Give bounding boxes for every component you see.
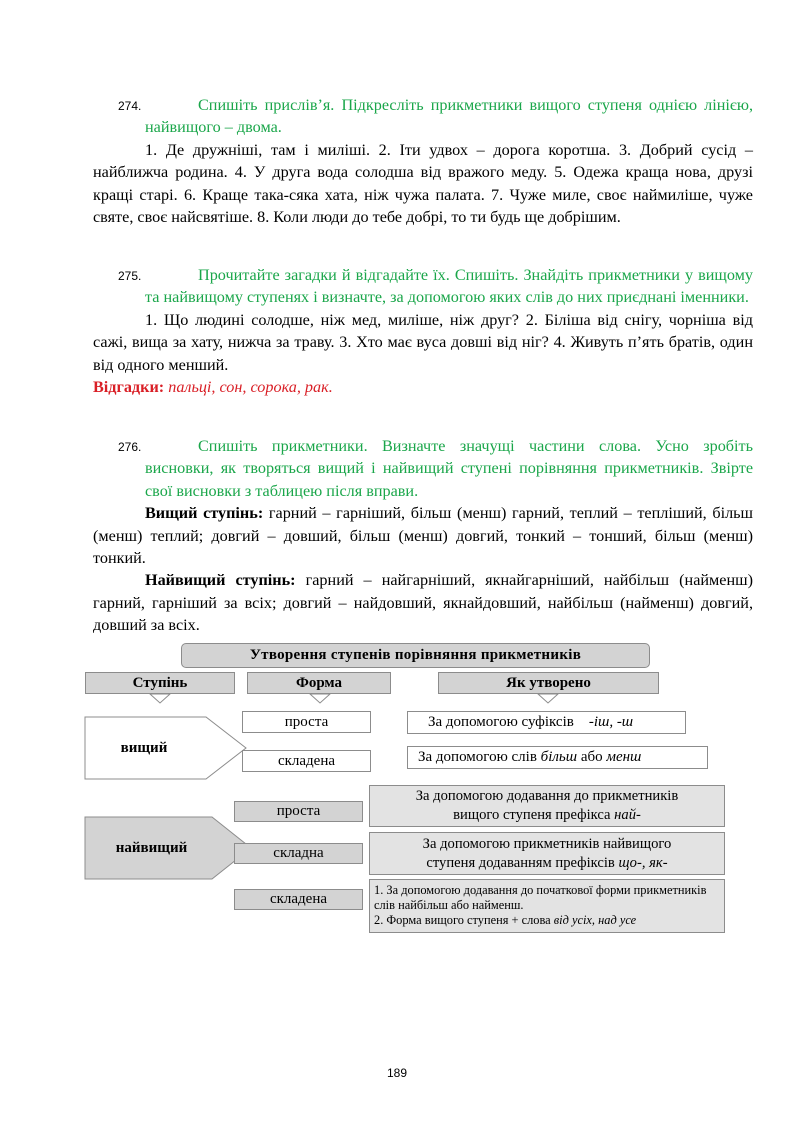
arrow-down-icon [538,694,558,703]
how-compound-line2: 2. Форма вищого ступеня + слова [374,913,551,927]
form-simple: проста [242,711,371,733]
how-words-text: За допомогою слів [418,749,537,765]
how-prefix2-line2: ступеня додаванням префіксів [426,854,615,871]
header-form: Форма [247,672,391,694]
answers-value: пальці, сон, сорока, рак. [168,378,333,397]
how-prefix2-value: що-, як- [618,854,668,871]
exercise-274-task-text: Спишіть прислів’я. Підкресліть прикметники вищого ступеня однією лінією, найвищого – двома. [145,96,753,137]
exercise-275-text: 1. Що людині солодше, ніж мед, миліше, ніж друг? 2. Біліша від снігу, чорніша від сажі, вища за хату, нижча за траву. 3. Хто має вуса довші від ніг? 4. Живуть п’ять братів, один від одного менший. [93,310,753,374]
how-prefix2 [369,832,725,875]
superlative-label: Найвищий ступінь: [145,571,296,590]
how-prefix2-line2-wrap [426,854,667,873]
header-how: Як утворено [438,672,659,694]
how-prefix2-line1: За допомогою прикметників найвищого [422,835,672,852]
how-words [407,746,708,769]
answers-label: Відгадки: [93,378,165,397]
how-prefix [369,785,725,827]
how-words-more: більш [540,749,578,765]
arrow-down-icon [150,694,170,703]
how-prefix-line1: За допомогою додавання до прикметників [415,788,679,804]
how-compound [369,879,725,933]
exercise-276-task-text: Спишіть прикметники. Визначте значущі частини слова. Усно зробіть висновки, як творяться вищий і найвищий ступені порівняння прикметників. Звірте свої висновки з таблицею після вправи. [145,437,753,500]
exercise-274-number: 274. [118,99,142,113]
comparative-text: гарний – гарніший, більш (менш) гарний, теплий – тепліший, більш (менш) теплий; довгий – довший, більш (менш) довгий, тонкий – тонший, більш (менш) тонкий. [93,504,754,568]
comparative-label-box: вищий [120,739,168,756]
how-compound-value: від усіх, над усе [553,913,637,927]
how-words-or: або [580,749,603,765]
form-compound-sup: складна [234,843,363,864]
how-suffix [407,711,686,734]
how-compound-line2-wrap [374,913,720,928]
diagram-title: Утворення ступенів порівняння прикметників [181,643,650,668]
form-compound: складена [242,750,371,772]
superlative-label-box: найвищий [115,839,188,856]
how-prefix-line2-wrap [453,806,641,825]
form-compound-sup2: складена [234,889,363,910]
exercise-275-number: 275. [118,269,142,283]
exercise-275-task-text: Прочитайте загадки й відгадайте їх. Спишіть. Знайдіть прикметники у вищому та найвищому ступенях і визначте, за допомогою яких слів до них приєднані іменники. [145,266,753,307]
how-suffix-values: -іш, -ш [588,714,634,730]
comparative-label: Вищий ступінь: [145,504,264,523]
how-words-less: менш [606,749,642,765]
arrow-down-icon [310,694,330,703]
how-suffix-text: За допомогою суфіксів [428,714,574,730]
header-degree: Ступінь [85,672,235,694]
form-simple-sup: проста [234,801,363,822]
page-number: 189 [386,1066,408,1080]
superlative-text: гарний – найгарніший, якнайгарніший, найбільш (найменш) гарний, гарніший за всіх; довгий – найдовший, якнайдовший, найбільш (найменш) довгий, довший за всіх. [93,571,753,635]
exercise-276-number: 276. [118,440,142,454]
how-prefix-line2: вищого ступеня префікса [453,807,611,823]
how-compound-line1: 1. За допомогою додавання до початкової форми прикметників слів найбільш або найменш. [374,883,707,912]
how-prefix-value: най- [614,807,641,823]
exercise-274-text: 1. Де дружніші, там і миліші. 2. Іти удвох – дорога коротша. 3. Добрий сусід – найближча родина. 4. У друга вода солодша від вражого меду. 5. Одежа краща нова, друзі кращі старі. 6. Краще така-сяка хата, ніж чужа палата. 7. Чуже миле, своє наймиліше, чуже святе, своє найсвятіше. 8. Коли люди до тебе добрі, то ти будь ще добрішим. [93,140,753,227]
